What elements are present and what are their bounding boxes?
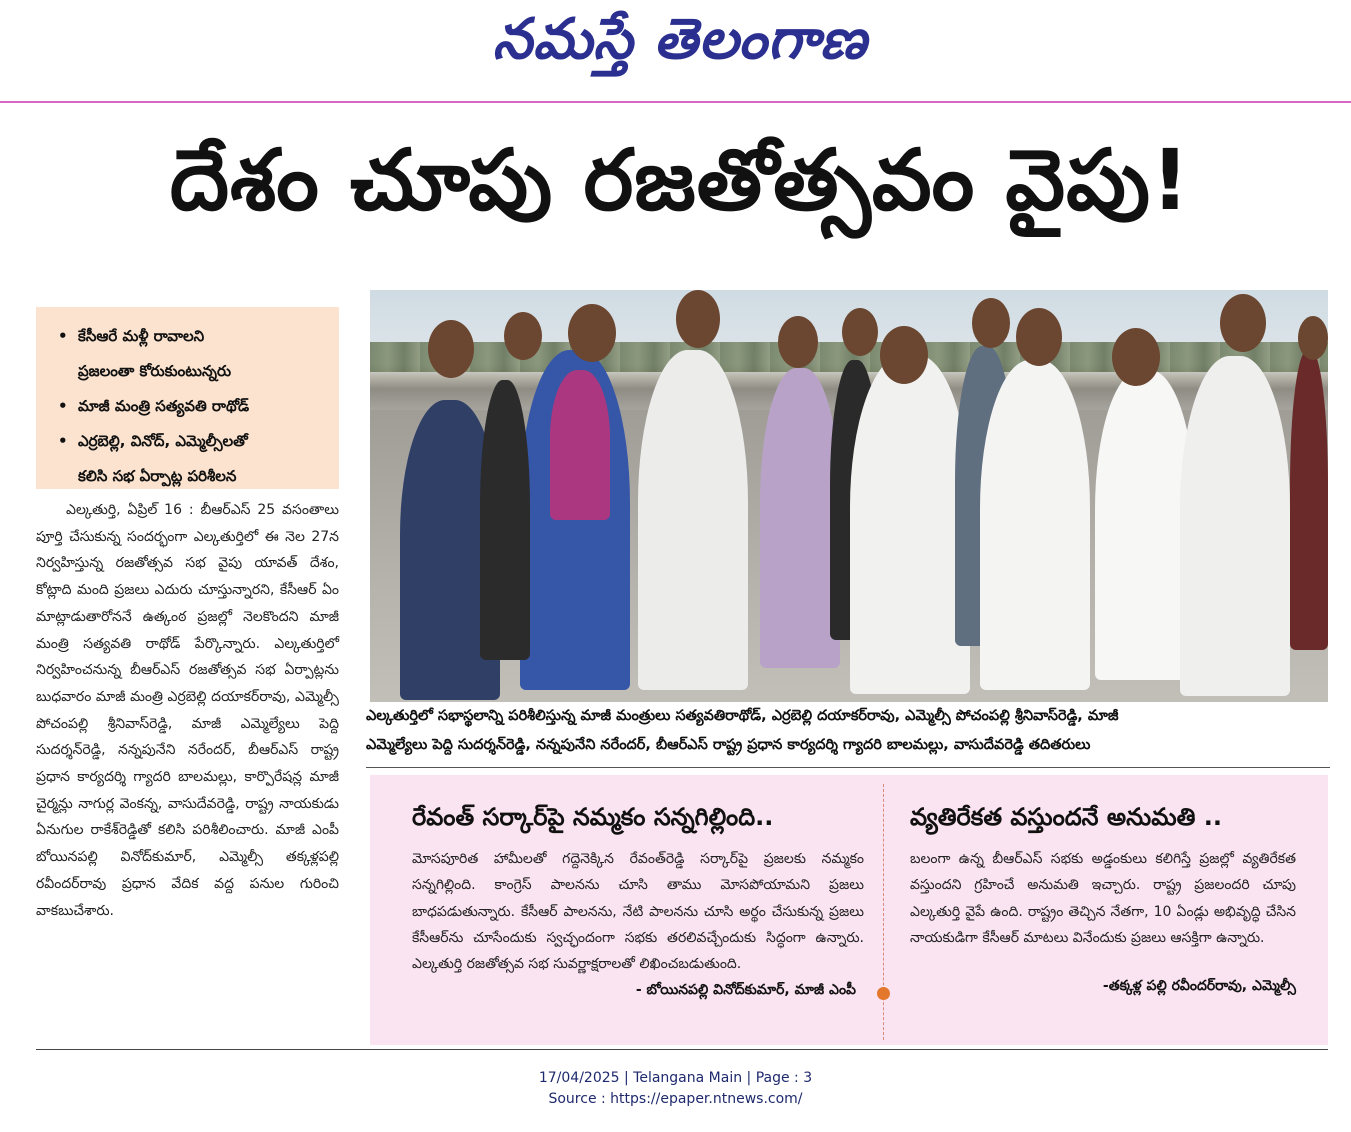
news-photo	[370, 290, 1328, 702]
quote-right	[910, 800, 1296, 997]
person-head	[1220, 294, 1266, 352]
person-head	[1298, 316, 1328, 360]
person-head	[676, 290, 720, 348]
photo-caption	[366, 702, 1330, 768]
quote-signature: - బోయినపల్లి వినోద్‌కుమార్, మాజీ ఎంపీ	[635, 982, 856, 999]
headline: దేశం చూపు రజతోత్సవం వైపు!	[169, 131, 1191, 229]
person-figure	[480, 380, 530, 660]
masthead	[0, 0, 1351, 104]
footer-divider	[36, 1049, 1328, 1050]
person-head	[1016, 308, 1062, 366]
quote-text: మోసపూరిత హామీలతో గద్దెనెక్కిన రేవంత్‌రెడ్డి సర్కార్‌పై ప్రజలకు నమ్మకం సన్నగిల్లింది. కాంగ్రెస్ పాలనను చూసి తాము మోసపోయామని ప్రజలు బాధపడుతున్నారు. కేసీఆర్ పాలనను, నేటి పాలనను చూసి అర్థం చేసుకున్న ప్రజలు కేసీఆర్‌ను చూసేందుకు స్వచ్ఛందంగా సభకు తరలివచ్చేందుకు సిద్ధంగా ఉన్నారు. ఎల్కతుర్తి రజతోత్సవ సభ సువర్ణాక్షరాలతో లిఖించబడుతుంది.	[412, 851, 864, 973]
person-figure	[850, 354, 970, 694]
footer-source-link[interactable]: Source : https://epaper.ntnews.com/	[548, 1091, 803, 1107]
quote-title: రేవంత్ సర్కార్‌పై నమ్మకం సన్నగిల్లింది..	[412, 803, 774, 831]
article-paragraph: ఎల్కతుర్తి, ఏప్రిల్ 16 : బీఆర్‌ఎస్ 25 వసంతాలు పూర్తి చేసుకున్న సందర్భంగా ఎల్కతుర్తిలో ఈ నెల 27న నిర్వహిస్తున్న రజతోత్సవ సభ వైపు యావత్ దేశం, కోట్లాది మంది ప్రజలు ఎదురు చూస్తున్నారని, కేసీఆర్ ఏం మాట్లాడుతారోననే ఉత్కంఠ ప్రజల్లో నెలకొందని మాజీ మంత్రి సత్యవతి రాథోడ్ పేర్కొన్నారు. ఎల్కతుర్తిలో నిర్వహించనున్న బీఆర్‌ఎస్ రజతోత్సవ సభ ఏర్పాట్లను బుధవారం మాజీ మంత్రి ఎర్రబెల్లి దయాకర్‌రావు, ఎమ్మెల్సీ పోచంపల్లి శ్రీనివాస్‌రెడ్డి, మాజీ ఎమ్మెల్యేలు పెద్ది సుదర్శన్‌రెడ్డి, నన్నపునేని నరేందర్, బీఆర్‌ఎస్ రాష్ట్ర ప్రధాన కార్యదర్శి గ్యాదరి బాలమల్లు, కార్పొరేషన్ల మాజీ చైర్మన్లు నాగుర్ల వెంకన్న, వాసుదేవరెడ్డి, రాష్ట్ర నాయకుడు ఏనుగుల రాకేశ్‌రెడ్డితో కలిసి పరిశీలించారు. మాజీ ఎంపీ బోయినపల్లి వినోద్‌కుమార్, ఎమ్మెల్సీ తక్కళ్లపల్లి రవీందర్‌రావు ప్రధాన వేదిక వద్ద పనుల గురించి వాకబుచేశారు.	[36, 502, 339, 919]
divider-dot	[877, 987, 890, 1000]
person-head	[1112, 328, 1160, 386]
highlight-item: • కేసీఆరే మళ్లీ రావాలని ప్రజలంతా కోరుకుంటున్నరు	[58, 319, 329, 389]
quote-text: బలంగా ఉన్న బీఆర్‌ఎస్ సభకు అడ్డంకులు కలిగిస్తే ప్రజల్లో వ్యతిరేకత వస్తుందని గ్రహించే అనుమతి ఇచ్చారు. రాష్ట్ర ప్రజలందరి చూపు ఎల్కతుర్తి వైపే ఉంది. రాష్ట్రం తెచ్చిన నేతగా, 10 ఏండ్లు అభివృద్ధి చేసిన నాయకుడిగా కేసీఆర్ మాటలు వినేందుకు ప్రజలు ఆసక్తిగా ఉన్నారు.	[910, 851, 1296, 946]
person-head	[568, 304, 616, 362]
quotes-divider	[883, 784, 884, 1040]
highlight-item: • మాజీ మంత్రి సత్యవతి రాథోడ్	[58, 389, 329, 424]
person-figure	[1290, 350, 1328, 650]
newspaper-logo: నమస్తే తెలంగాణ	[492, 6, 868, 72]
person-head	[504, 312, 542, 360]
highlights-box	[36, 307, 339, 489]
person-head	[972, 298, 1010, 348]
caption-line: ఎల్కతుర్తిలో సభాస్థలాన్ని పరిశీలిస్తున్న మాజీ మంత్రులు సత్యవతిరాథోడ్, ఎర్రబెల్లి దయాకర్‌రావు, ఎమ్మెల్సీ పోచంపల్లి శ్రీనివాస్‌రెడ్డి, మాజీ	[366, 708, 1119, 724]
bullet-icon: •	[58, 432, 68, 450]
highlight-item: • ఎర్రబెల్లి, వినోద్, ఎమ్మెల్సీలతో కలిసి సభ ఏర్పాట్ల పరిశీలన	[58, 424, 329, 494]
person-figure	[638, 350, 748, 690]
person-figure	[980, 360, 1090, 690]
article-body	[36, 497, 339, 924]
person-head	[428, 320, 474, 378]
bullet-icon: •	[58, 397, 68, 415]
person-head	[842, 308, 878, 356]
footer-edition-info: 17/04/2025 | Telangana Main | Page : 3	[538, 1070, 813, 1086]
page-footer	[0, 1068, 1351, 1110]
person-figure	[1180, 356, 1290, 696]
quote-signature: -తక్కళ్ల పల్లి రవీందర్‌రావు, ఎమ్మెల్సీ	[1102, 978, 1296, 995]
person-figure	[760, 368, 840, 668]
person-head	[778, 316, 818, 368]
quote-left	[412, 800, 864, 1001]
person-figure	[550, 370, 610, 520]
bullet-icon: •	[58, 327, 68, 345]
person-head	[880, 326, 928, 384]
caption-line: ఎమ్మెల్యేలు పెద్ది సుదర్శన్‌రెడ్డి, నన్నపునేని నరేందర్, బీఆర్‌ఎస్ రాష్ట్ర ప్రధాన కార్యదర్శి గ్యాదరి బాలమల్లు, వాసుదేవరెడ్డి తదితరులు	[366, 737, 1091, 753]
quote-title: వ్యతిరేకత వస్తుందనే అనుమతి ..	[910, 803, 1222, 831]
masthead-divider	[0, 101, 1351, 103]
